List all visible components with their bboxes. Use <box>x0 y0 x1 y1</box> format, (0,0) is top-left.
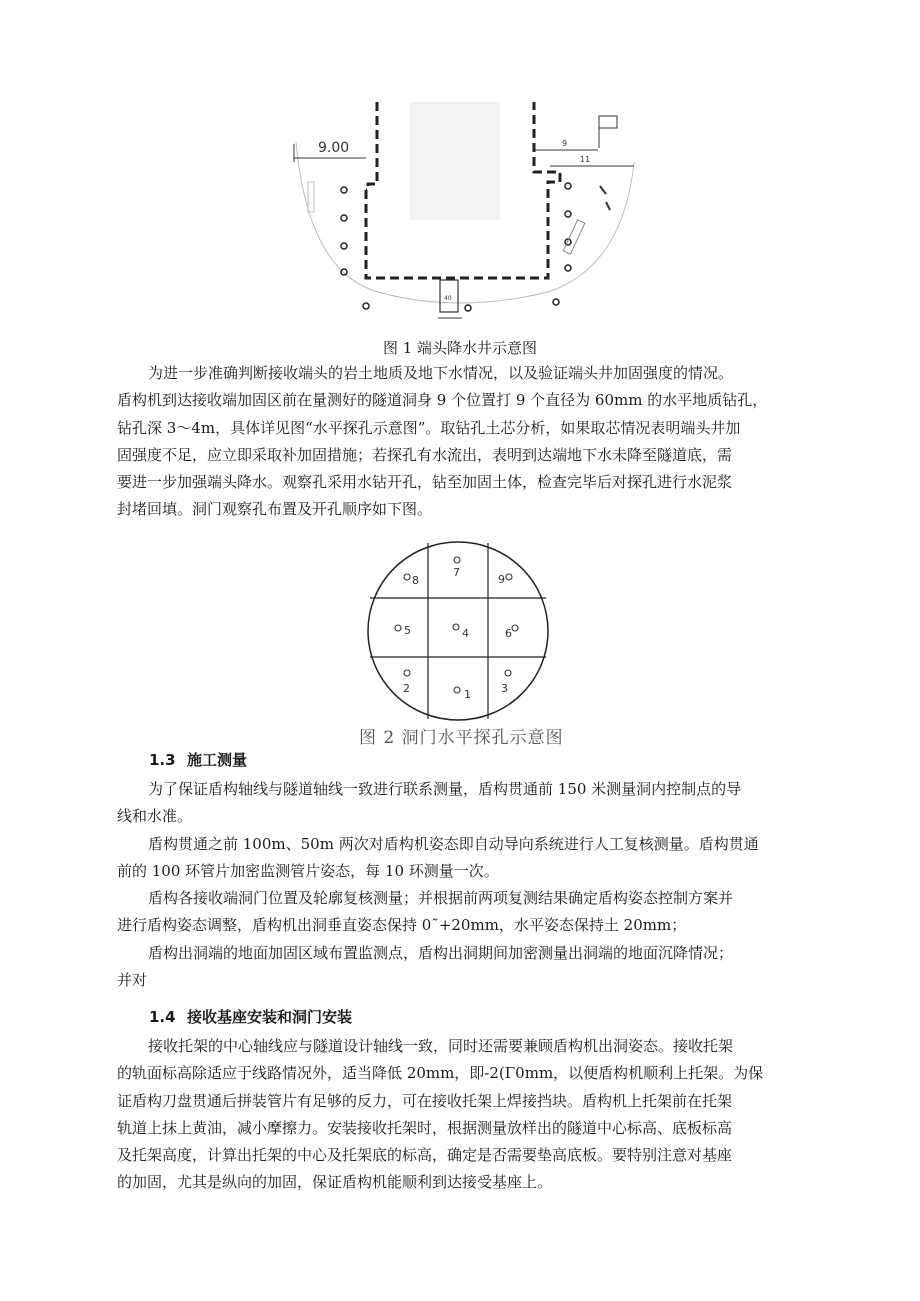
para-line: 封堵回填。洞门观察孔布置及开孔顺序如下图。 <box>117 500 433 519</box>
figure-2-svg <box>358 540 558 722</box>
hole-5-label: 5 <box>404 624 411 637</box>
para-line: 前的 100 环管片加密监测管片姿态，每 10 环测量一次。 <box>117 861 499 880</box>
figure-2-probe-hole-diagram <box>358 540 558 722</box>
para-line: 为了保证盾构轴线与隧道轴线一致进行联系测量，盾构贯通前 150 米测量洞内控制点的导 <box>148 780 742 798</box>
hole-6-marker <box>512 625 518 631</box>
hole-3-marker <box>505 670 511 676</box>
side-box-left <box>308 182 314 212</box>
section-number: 1.4 <box>149 1008 176 1026</box>
mark-right <box>600 186 610 210</box>
dim-label-right-2: 11 <box>580 155 591 164</box>
para-line: 为进一步准确判断接收端头的岩土地质及地下水情况，以及验证端头井加固强度的情况。 <box>148 364 734 382</box>
hole-4-label: 4 <box>462 627 469 640</box>
well <box>565 211 571 217</box>
figure-1-dewatering-diagram <box>288 102 640 330</box>
well <box>553 299 559 305</box>
para-line: 轨道上抹上黄油，减小摩擦力。安装接收托架时，根据测量放样出的隧道中心标高、底板标高 <box>117 1118 733 1137</box>
hole-9-label: 9 <box>498 573 505 586</box>
hole-5-marker <box>395 625 401 631</box>
para-line: 要进一步加强端头降水。观察孔采用水钻开孔，钻至加固土体，检查完毕后对探孔进行水泥浆 <box>117 473 733 492</box>
para-line: 盾构机到达接收端加固区前在量测好的隧道洞身 9 个位置打 9 个直径为 60mm 的水平地质钻孔， <box>117 391 768 410</box>
hole-7-marker <box>454 557 460 563</box>
well <box>565 265 571 271</box>
section-title: 施工测量 <box>187 751 248 769</box>
well <box>341 215 347 221</box>
para-line: 并对 <box>117 971 148 990</box>
hole-2-label: 2 <box>403 682 410 695</box>
tunnel-region <box>410 102 500 220</box>
hole-6-label: 6 <box>505 627 512 640</box>
hole-1-label: 1 <box>464 688 471 701</box>
section-1-3-heading <box>149 749 247 770</box>
para-line: 盾构贯通之前 100m、50m 两次对盾构机姿态即自动导向系统进行人工复核测量。盾构贯通 <box>148 834 759 853</box>
well <box>565 183 571 189</box>
para-line: 的加固，尤其是纵向的加固，保证盾构机能顺利到达接受基座上。 <box>117 1173 553 1192</box>
para-line: 盾构出洞端的地面加固区域布置监测点，盾构出洞期间加密测量出洞端的地面沉降情况； <box>148 943 734 962</box>
section-number: 1.3 <box>149 751 176 769</box>
figure-1-svg <box>288 102 640 330</box>
para-line: 接收托架的中心轴线应与隧道设计轴线一致，同时还需要兼顾盾构机出洞姿态。接收托架 <box>148 1037 734 1055</box>
dim-label-bottom: 40 <box>444 295 452 302</box>
hole-2-marker <box>404 670 410 676</box>
hole-9-marker <box>506 574 512 580</box>
well <box>341 187 347 193</box>
section-1-3-body <box>117 776 807 994</box>
figure-2-caption: 图 2 洞门水平探孔示意图 <box>359 728 564 748</box>
figure-1-caption: 图 1 端头降水井示意图 <box>382 339 538 357</box>
para-line: 固强度不足，应立即采取补加固措施；若探孔有水流出，表明到达端地下水未降至隧道底，需 <box>117 445 733 464</box>
section-title: 接收基座安装和洞门安装 <box>187 1008 353 1026</box>
dashed-left-top <box>366 102 377 190</box>
well <box>341 243 347 249</box>
paragraph-probe-holes <box>117 360 807 524</box>
para-line: 盾构各接收端洞门位置及轮廓复核测量；并根据前两项复测结果确定盾构姿态控制方案并 <box>148 889 734 908</box>
well <box>465 305 471 311</box>
para-line: 钻孔深 3～4m，具体详见图“水平探孔示意图”。取钻孔土芯分析，如果取芯情况表明端头井加 <box>117 418 741 437</box>
dim-label-right: 9 <box>562 139 568 148</box>
hole-8-label: 8 <box>412 574 419 587</box>
well <box>341 269 347 275</box>
section-1-4-body <box>117 1033 807 1197</box>
side-box-right <box>563 220 585 254</box>
hole-8-marker <box>404 574 410 580</box>
para-line: 进行盾构姿态调整，盾构机出洞垂直姿态保持 0˜+20mm，水平姿态保持土 20mm； <box>117 916 687 935</box>
hole-3-label: 3 <box>501 682 508 695</box>
para-line: 及托架高度，计算出托架的中心及托架底的标高，确定是否需要垫高底板。要特别注意对基座 <box>117 1146 733 1165</box>
hole-1-marker <box>454 687 460 693</box>
hole-7-label: 7 <box>453 566 460 579</box>
para-line: 的轨面标高除适应于线路情况外，适当降低 20mm，即-2(Γ0mm，以便盾构机顺利上托架。为保 <box>117 1064 764 1083</box>
para-line: 证盾构刀盘贯通后拼装管片有足够的反力，可在接收托架上焊接挡块。盾构机上托架前在托架 <box>117 1091 733 1110</box>
section-1-4-heading <box>149 1006 352 1027</box>
well <box>363 303 369 309</box>
hole-4-marker <box>453 624 459 630</box>
para-line: 线和水准。 <box>117 807 193 826</box>
dim-label-left: 9.00 <box>318 140 350 156</box>
flag-box <box>599 116 617 128</box>
